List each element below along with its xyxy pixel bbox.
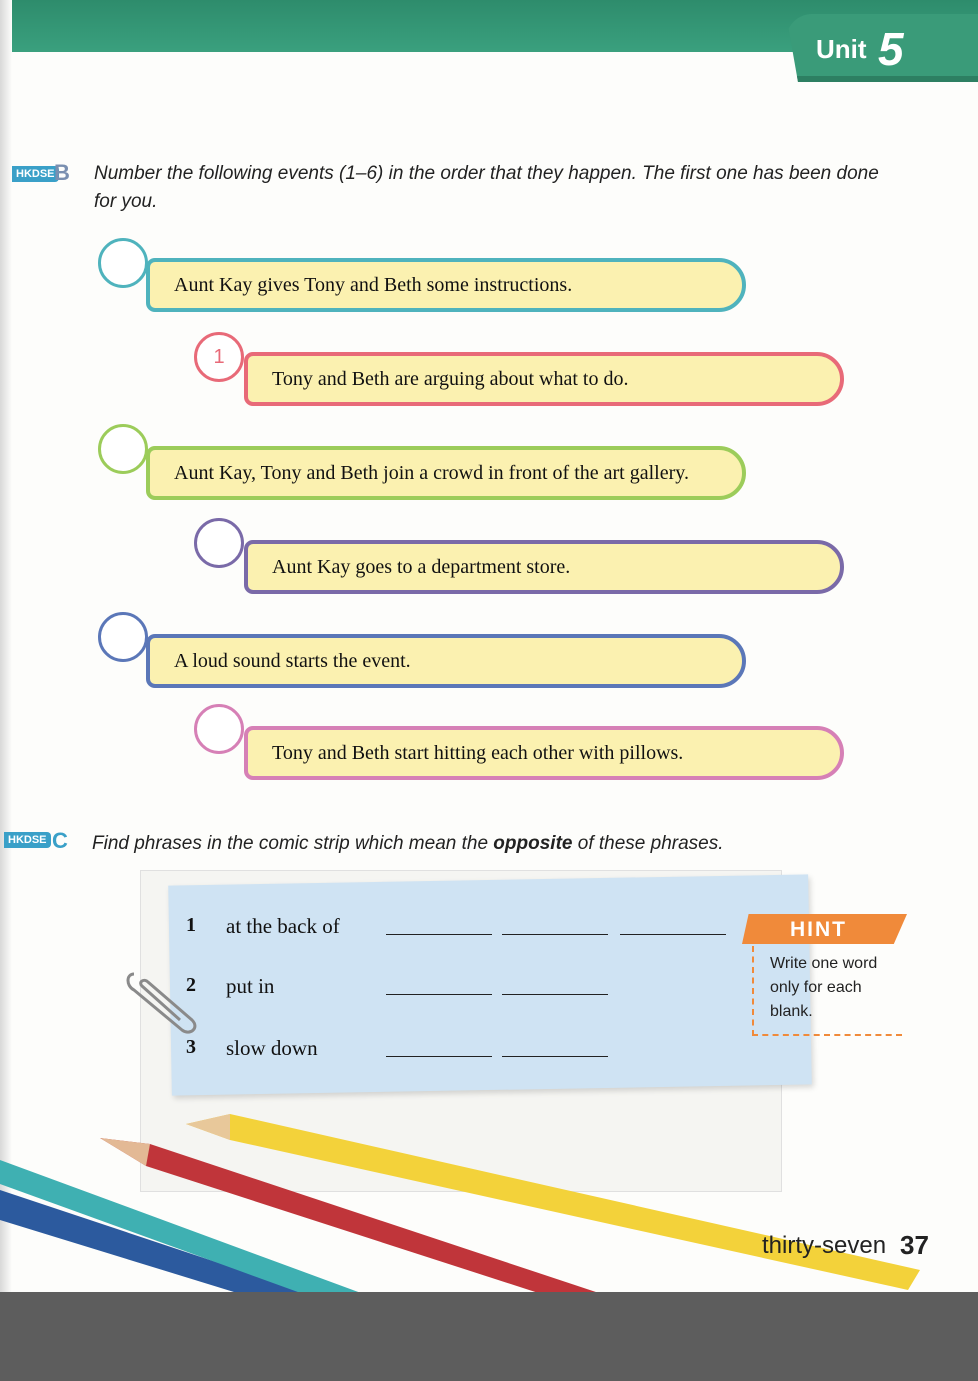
section-c-instruction: Find phrases in the comic strip which mean the opposite of these phrases. [92,833,724,854]
event-number-bubble[interactable] [98,424,148,474]
section-b-instruction: Number the following events (1–6) in the order that they happen. The first one has been done for you. [94,163,879,212]
event-text: Aunt Kay, Tony and Beth join a crowd in front of the art gallery. [174,461,689,484]
event-number-bubble[interactable] [194,518,244,568]
event-number-bubble[interactable] [98,238,148,288]
event-pill [146,634,746,688]
item-phrase: put in [226,974,275,998]
event-number-bubble[interactable] [98,612,148,662]
section-b-letter: B [54,160,70,185]
item-number: 2 [186,974,196,996]
hint-title: HINT [790,918,847,941]
footer-band [0,1292,978,1381]
event-pill [146,446,746,500]
event-text: Tony and Beth start hitting each other with pillows. [272,741,684,764]
event-text: A loud sound starts the event. [174,649,411,672]
item-number: 3 [186,1036,196,1058]
event-number-bubble[interactable] [194,704,244,754]
event-pill [244,352,844,406]
answer-blank[interactable] [502,994,608,995]
hkdse-badge-c: HKDSE [4,832,51,848]
section-c-letter: C [52,828,68,853]
page-number: 37 [900,1230,929,1260]
hint-border-bottom [752,1034,902,1036]
answer-blank[interactable] [502,934,608,935]
event-text: Aunt Kay goes to a department store. [272,555,571,578]
item-number: 1 [186,914,196,936]
answer-blank[interactable] [386,1056,492,1057]
event-text: Aunt Kay gives Tony and Beth some instructions. [174,273,573,296]
unit-number: 5 [878,23,904,75]
unit-label: Unit [816,34,867,64]
answer-blank[interactable] [386,994,492,995]
event-pill [146,258,746,312]
hint-text: Write one word only for each blank. [770,955,878,1020]
hint-border-left [752,946,754,1036]
answer-blank[interactable] [620,934,726,935]
item-phrase: at the back of [226,914,340,938]
page-number-word: thirty-seven [762,1232,887,1259]
event-number-bubble[interactable] [194,332,244,382]
event-text: Tony and Beth are arguing about what to do. [272,367,629,390]
pencils-illustration [0,1100,978,1300]
event-pill [244,540,844,594]
hkdse-badge-b: HKDSE [12,166,59,182]
event-pill [244,726,844,780]
event-number: 1 [213,345,225,368]
item-phrase: slow down [226,1036,318,1060]
answer-blank[interactable] [386,934,492,935]
answer-blank[interactable] [502,1056,608,1057]
